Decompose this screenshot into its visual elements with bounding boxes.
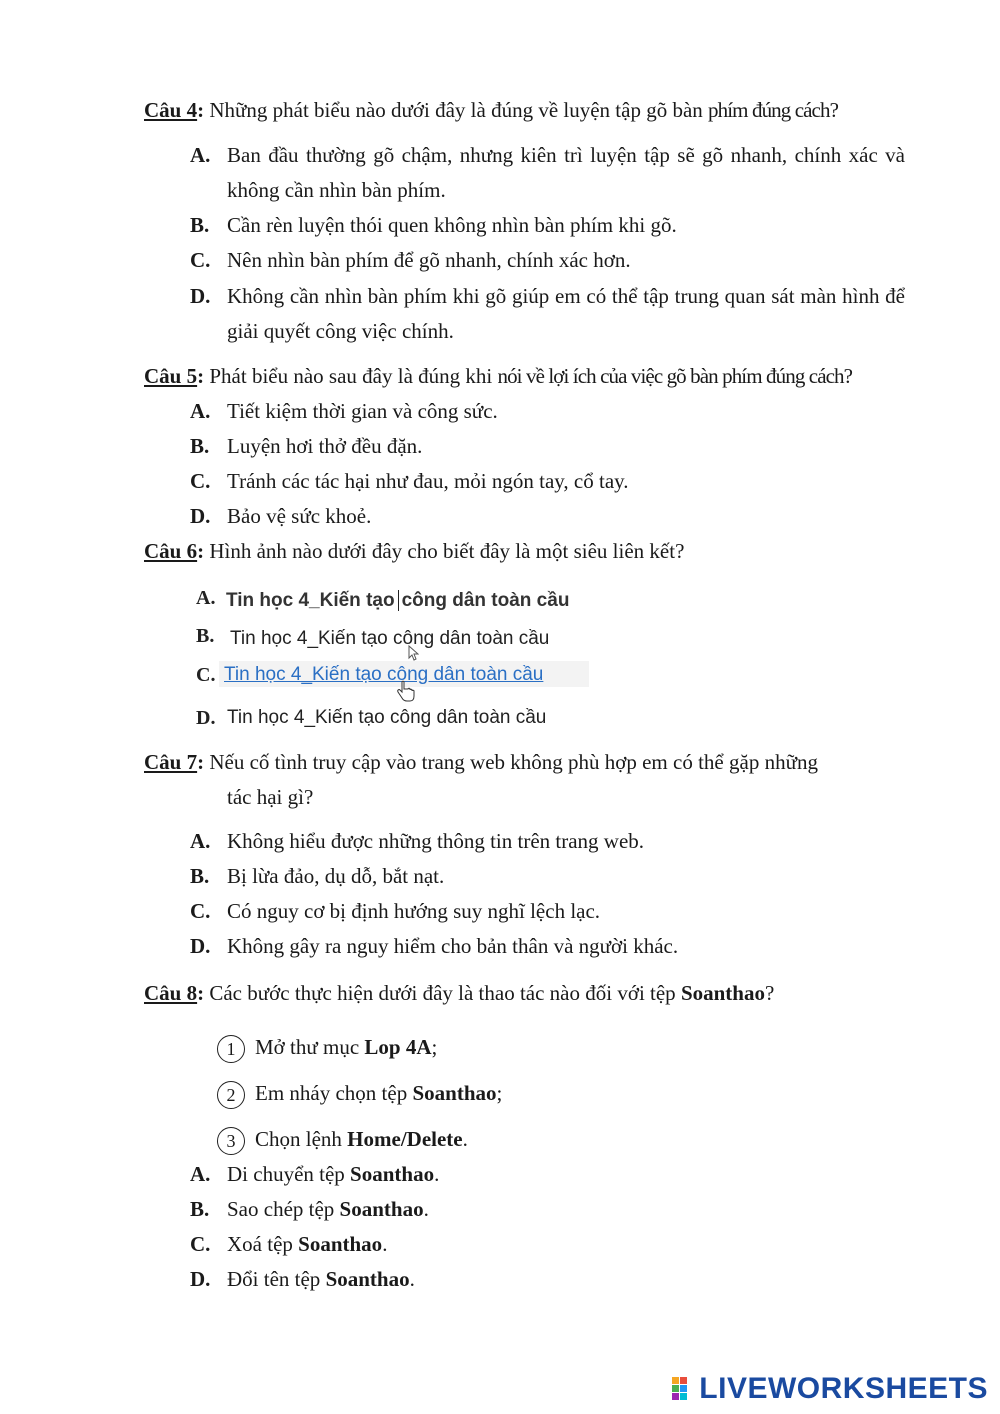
q5-option-b[interactable]: B. Luyện hơi thở đều đặn. (190, 434, 423, 458)
q6-option-b[interactable]: B. Tin học 4_Kiến tạo công dân toàn cầu (193, 623, 613, 659)
q4-option-b[interactable]: B. Cần rèn luyện thói quen không nhìn bàn phím khi gõ. (190, 213, 677, 237)
question-number: Câu 4 (144, 98, 198, 122)
liveworksheets-logo[interactable] (672, 1372, 988, 1406)
q8-option-a[interactable]: A. Di chuyển tệp Soanthao. (190, 1162, 440, 1186)
hand-pointer-icon (396, 680, 416, 702)
question-6-title: Câu 6: Hình ảnh nào dưới đây cho biết đây là một siêu liên kết? (144, 539, 685, 563)
text-cursor-icon (407, 645, 419, 661)
q7-option-b[interactable]: B. Bị lừa đảo, dụ dỗ, bắt nạt. (190, 864, 445, 888)
q5-option-a[interactable]: A. Tiết kiệm thời gian và công sức. (190, 399, 498, 423)
q4-option-a[interactable]: A. Ban đầu thường gõ chậm, nhưng kiên trì luyện tập sẽ gõ nhanh, chính xác và không cần nhìn bàn phím. (190, 143, 905, 202)
question-7-title-cont: tác hại gì? (227, 785, 314, 809)
hyperlink-text[interactable]: Tin học 4_Kiến tạo công dân toàn cầu (224, 664, 544, 685)
q4-option-c[interactable]: C. Nên nhìn bàn phím để gõ nhanh, chính xác hơn. (190, 248, 631, 272)
q8-option-c[interactable]: C. Xoá tệp Soanthao. (190, 1232, 388, 1256)
question-5-title: Câu 5: Phát biểu nào sau đây là đúng khi nói về lợi ích của việc gõ bàn phím đúng cách? (144, 364, 853, 388)
question-7-title: Câu 7: Nếu cố tình truy cập vào trang web không phù hợp em có thể gặp những (144, 750, 818, 774)
q8-option-d[interactable]: D. Đổi tên tệp Soanthao. (190, 1267, 415, 1291)
q7-option-a[interactable]: A. Không hiểu được những thông tin trên trang web. (190, 829, 645, 853)
logo-text: LIVEWORKSHEETS (699, 1372, 988, 1405)
q8-step-2: 2 Em nháy chọn tệp Soanthao; (217, 1078, 502, 1109)
logo-blocks-icon (672, 1377, 696, 1401)
q8-step-1: 1 Mở thư mục Lop 4A; (217, 1032, 437, 1063)
q6-option-d[interactable]: D. Tin học 4_Kiến tạo công dân toàn cầu (196, 707, 547, 729)
q5-option-d[interactable]: D. Bảo vệ sức khoẻ. (190, 504, 372, 528)
q7-option-d[interactable]: D. Không gây ra nguy hiểm cho bản thân và người khác. (190, 934, 679, 958)
q8-step-3: 3 Chọn lệnh Home/Delete. (217, 1124, 468, 1155)
question-4-title: Câu 4: Những phát biểu nào dưới đây là đúng về luyện tập gõ bàn phím đúng cách? (144, 98, 838, 122)
q8-option-b[interactable]: B. Sao chép tệp Soanthao. (190, 1197, 429, 1221)
q6-option-a[interactable]: A. Tin học 4_Kiến tạo công dân toàn cầu (196, 587, 570, 611)
q7-option-c[interactable]: C. Có nguy cơ bị định hướng suy nghĩ lệch lạc. (190, 899, 601, 923)
q4-option-d[interactable]: D. Không cần nhìn bàn phím khi gõ giúp em có thể tập trung quan sát màn hình để giải quyết công việc chính. (190, 284, 905, 343)
q5-option-c[interactable]: C. Tránh các tác hại như đau, mỏi ngón tay, cổ tay. (190, 469, 629, 493)
question-8-title: Câu 8: Các bước thực hiện dưới đây là thao tác nào đối với tệp Soanthao? (144, 981, 775, 1005)
q6-option-c[interactable]: C. Tin học 4_Kiến tạo công dân toàn cầu (193, 660, 593, 702)
